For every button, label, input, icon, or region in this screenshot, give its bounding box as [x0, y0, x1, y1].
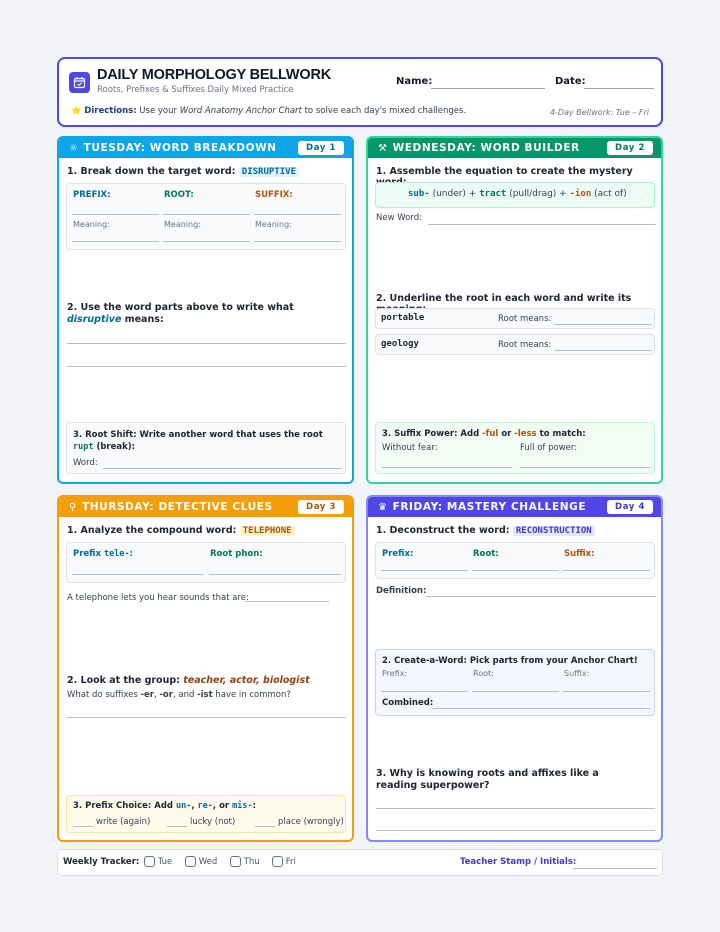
answer-line[interactable]	[376, 830, 655, 831]
new-word-label: New Word:	[376, 213, 422, 223]
new-word-line[interactable]	[428, 224, 656, 225]
day-badge: Day 4	[607, 500, 653, 514]
fri-q3: 3. Why is knowing roots and affixes like a reading superpower?	[376, 768, 599, 791]
tue-q2: 2. Use the word parts above to write what disruptive means:	[67, 302, 294, 325]
tuesday-card	[57, 136, 354, 484]
prefix-choice-box	[66, 795, 346, 833]
friday-header: ♛ FRIDAY: MASTERY CHALLENGE Day 4	[368, 497, 661, 517]
root-means-line[interactable]	[554, 324, 652, 325]
suffix-line[interactable]	[254, 214, 341, 215]
prefix-label: PREFIX:	[73, 190, 111, 200]
suffix-label: Suffix:	[564, 669, 590, 678]
prefix-line[interactable]	[72, 214, 159, 215]
root-row	[375, 308, 655, 329]
sun-icon: ☼	[69, 142, 79, 154]
tracker-fri[interactable]: Fri	[272, 856, 296, 867]
wed-q3: 3. Suffix Power: Add -ful or -less to match:	[382, 429, 586, 439]
combined-line[interactable]	[432, 708, 650, 709]
equation-box	[375, 182, 655, 208]
thursday-header: ⚲ THURSDAY: DETECTIVE CLUES Day 3	[59, 497, 352, 517]
suffix-power-box	[375, 422, 655, 474]
deconstruct-box	[375, 542, 655, 579]
fri-q2: 2. Create-a-Word: Pick parts from your Anchor Chart!	[382, 656, 638, 666]
tracker-tue[interactable]: Tue	[144, 856, 172, 867]
wed-q1: 1. Assemble the equation to create the mystery	[376, 166, 633, 177]
word-label: Word:	[73, 458, 98, 468]
without-fear-line[interactable]	[382, 467, 512, 468]
root-label: ROOT:	[164, 190, 194, 200]
checkbox-icon[interactable]	[272, 856, 283, 867]
wed-q2: 2. Underline the root in each word and write its	[376, 293, 632, 304]
date-label: Date:	[555, 76, 586, 87]
word-portable: portable	[381, 313, 425, 323]
thursday-card	[57, 495, 354, 842]
thu-q2-sub: What do suffixes -er, -or, and -ist have in common?	[67, 690, 291, 700]
root-shift-box	[66, 422, 346, 474]
root-phon-label: Root phon:	[210, 549, 263, 559]
star-icon: ⭐	[71, 106, 82, 116]
tue-q3: 3. Root Shift: Write another word that uses the root rupt (break):	[73, 430, 323, 452]
choice-blank[interactable]	[255, 826, 275, 827]
fri-q1: 1. Deconstruct the word: RECONSTRUCTION	[376, 525, 595, 536]
date-field[interactable]	[584, 88, 654, 89]
root-line[interactable]	[472, 691, 559, 692]
root-row	[375, 334, 655, 355]
suffix-line[interactable]	[563, 570, 650, 571]
day-badge: Day 1	[298, 141, 344, 155]
answer-line[interactable]	[376, 808, 655, 809]
prefix-label: Prefix:	[382, 549, 414, 559]
meaning-label: Meaning:	[164, 220, 201, 229]
prefix-line[interactable]	[381, 570, 468, 571]
magnifier-icon: ⚲	[69, 501, 77, 513]
meaning-line[interactable]	[163, 241, 250, 242]
choice-place: place (wrongly)	[278, 817, 344, 827]
checkbox-icon[interactable]	[185, 856, 196, 867]
word-geology: geology	[381, 339, 419, 349]
tue-breakdown-box	[66, 183, 346, 250]
choice-lucky: lucky (not)	[190, 817, 236, 827]
tracker-thu[interactable]: Thu	[230, 856, 260, 867]
choice-write: write (again)	[96, 817, 151, 827]
thu-q3: 3. Prefix Choice: Add un-, re-, or mis-:	[73, 801, 256, 811]
choice-blank[interactable]	[73, 826, 93, 827]
equation: sub- (under) + tract (pull/drag) + -ion (act of)	[408, 189, 627, 199]
root-line[interactable]	[209, 574, 341, 575]
root-line[interactable]	[472, 570, 559, 571]
meaning-line[interactable]	[72, 241, 159, 242]
create-a-word-box	[375, 649, 655, 716]
hammer-icon: ⚒	[378, 142, 388, 154]
day-range: 4-Day Bellwork: Tue – Fri	[549, 108, 649, 117]
thu-q1: 1. Analyze the compound word: TELEPHONE	[67, 525, 295, 536]
name-field[interactable]	[431, 88, 545, 89]
meaning-line[interactable]	[254, 241, 341, 242]
prefix-tele-label: Prefix tele-:	[73, 549, 133, 559]
suffix-label: SUFFIX:	[255, 190, 293, 200]
telephone-sentence: A telephone lets you hear sounds that are:	[67, 593, 249, 603]
answer-line[interactable]	[67, 717, 346, 718]
root-means-label: Root means:	[498, 314, 552, 324]
checkbox-icon[interactable]	[230, 856, 241, 867]
tue-q1: 1. Break down the target word: DISRUPTIVE	[67, 166, 299, 177]
calendar-icon	[69, 72, 90, 93]
suffix-label: Suffix:	[564, 549, 595, 559]
prefix-line[interactable]	[381, 691, 468, 692]
directions: ⭐ Directions: Use your Word Anatomy Anchor Chart to solve each day's mixed challenges.	[71, 106, 467, 116]
root-line[interactable]	[163, 214, 250, 215]
trophy-icon: ♛	[378, 501, 388, 513]
root-means-line[interactable]	[554, 350, 652, 351]
thu-q2: 2. Look at the group: teacher, actor, biologist	[67, 675, 310, 686]
compound-box	[66, 542, 346, 583]
suffix-line[interactable]	[563, 691, 650, 692]
weekly-tracker	[57, 849, 663, 876]
combined-label: Combined:	[382, 698, 434, 708]
sentence-blank[interactable]	[245, 601, 329, 602]
wednesday-card	[366, 136, 663, 484]
meaning-label: Meaning:	[255, 220, 292, 229]
day-badge: Day 3	[298, 500, 344, 514]
prefix-label: Prefix:	[382, 669, 408, 678]
checkbox-icon[interactable]	[144, 856, 155, 867]
teacher-stamp-line[interactable]	[573, 868, 657, 869]
teacher-stamp-label: Teacher Stamp / Initials:	[460, 857, 577, 867]
full-power-line[interactable]	[520, 467, 650, 468]
page-title: DAILY MORPHOLOGY BELLWORK	[97, 67, 332, 83]
full-power-label: Full of power:	[520, 443, 578, 453]
definition-line[interactable]	[426, 596, 656, 597]
answer-line[interactable]	[67, 343, 346, 344]
word-line[interactable]	[103, 468, 341, 469]
day-badge: Day 2	[607, 141, 653, 155]
root-label: Root:	[473, 669, 494, 678]
answer-line[interactable]	[67, 366, 346, 367]
wednesday-header: ⚒ WEDNESDAY: WORD BUILDER Day 2	[368, 138, 661, 158]
choice-blank[interactable]	[167, 826, 187, 827]
header	[57, 57, 663, 127]
root-label: Root:	[473, 549, 499, 559]
tracker-label: Weekly Tracker:	[63, 857, 140, 867]
definition-label: Definition:	[376, 586, 427, 596]
meaning-label: Meaning:	[73, 220, 110, 229]
tracker-wed[interactable]: Wed	[185, 856, 217, 867]
without-fear-label: Without fear:	[382, 443, 438, 453]
friday-card	[366, 495, 663, 842]
page-subtitle: Roots, Prefixes & Suffixes Daily Mixed Practice	[97, 85, 294, 95]
prefix-line[interactable]	[72, 574, 204, 575]
name-label: Name:	[396, 76, 433, 87]
tuesday-header: ☼ TUESDAY: WORD BREAKDOWN Day 1	[59, 138, 352, 158]
root-means-label: Root means:	[498, 340, 552, 350]
